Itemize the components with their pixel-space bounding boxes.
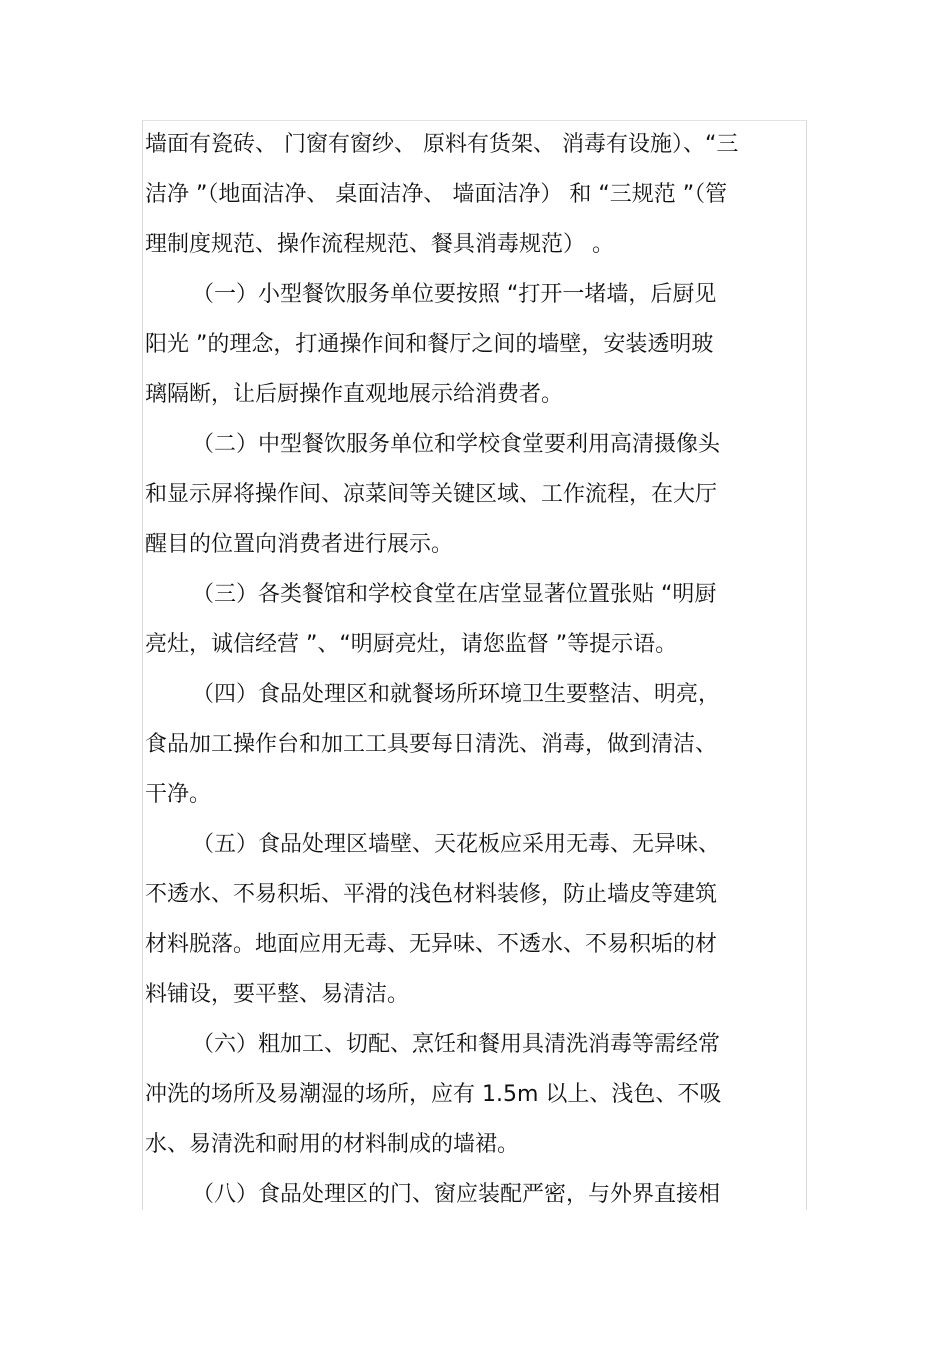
text-line: 水、易清洗和耐用的材料制成的墙裙。 <box>145 1132 520 1157</box>
paragraph-start-line: （五）食品处理区墙壁、天花板应采用无毒、无异味、 <box>192 832 721 857</box>
text-line: 理制度规范、操作流程规范、餐具消毒规范） 。 <box>145 232 614 257</box>
paragraph-start-line: （三）各类餐馆和学校食堂在店堂显著位置张贴 “明厨 <box>192 582 717 607</box>
paragraph-start-line: （六）粗加工、切配、烹饪和餐用具清洗消毒等需经常 <box>192 1032 721 1057</box>
paragraph-start-line: （一）小型餐饮服务单位要按照 “打开一堵墙，后厨见 <box>192 282 717 307</box>
paragraph-start-line: （二）中型餐饮服务单位和学校食堂要利用高清摄像头 <box>192 432 721 457</box>
text-line: 冲洗的场所及易潮湿的场所，应有 1.5m 以上、浅色、不吸 <box>145 1082 722 1107</box>
paragraph-start-line: （八）食品处理区的门、窗应装配严密，与外界直接相 <box>192 1182 721 1207</box>
text-line: 阳光 ”的理念，打通操作间和餐厅之间的墙壁，安装透明玻 <box>145 332 714 357</box>
text-line: 洁净 ”（地面洁净、 桌面洁净、 墙面洁净） 和 “三规范 ”（管 <box>145 182 728 207</box>
text-line: 璃隔断，让后厨操作直观地展示给消费者。 <box>145 382 564 407</box>
text-line: 干净。 <box>145 782 212 807</box>
paragraph-start-line: （四）食品处理区和就餐场所环境卫生要整洁、明亮， <box>192 682 721 707</box>
text-line: 食品加工操作台和加工工具要每日清洗、消毒，做到清洁、 <box>145 732 718 757</box>
text-line: 墙面有瓷砖、 门窗有窗纱、 原料有货架、 消毒有设施）、“三 <box>145 132 739 157</box>
text-line: 亮灶，诚信经营 ”、“明厨亮灶，请您监督 ”等提示语。 <box>145 632 678 657</box>
text-line: 不透水、不易积垢、平滑的浅色材料装修，防止墙皮等建筑 <box>145 882 718 907</box>
text-line: 材料脱落。地面应用无毒、无异味、不透水、不易积垢的材 <box>145 932 718 957</box>
text-line: 醒目的位置向消费者进行展示。 <box>145 532 454 557</box>
text-line: 和显示屏将操作间、凉菜间等关键区域、工作流程，在大厅 <box>145 482 718 507</box>
text-line: 料铺设，要平整、易清洁。 <box>145 982 410 1007</box>
